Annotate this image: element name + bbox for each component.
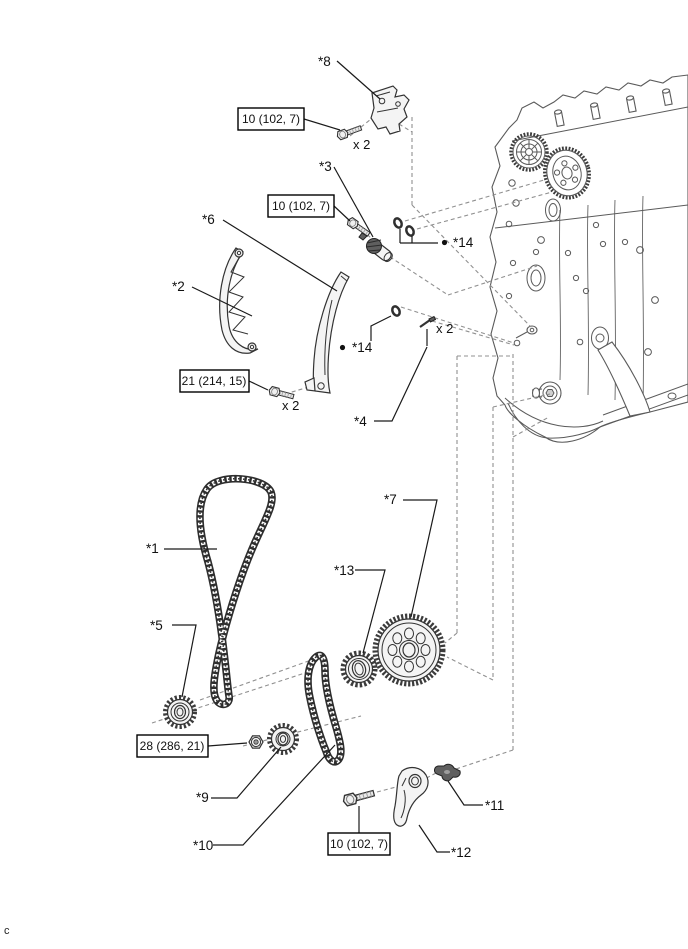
chain-tensioner-slipper [220, 248, 258, 353]
torque-value-tensioner-bolt: 10 (102, 7) [329, 837, 389, 851]
callout-part4: *4 [354, 414, 367, 429]
chain-tensioner-arm [394, 768, 428, 827]
torque-value-crankshaft-nut: 28 (286, 21) [139, 739, 205, 753]
crankshaft-nut [249, 736, 263, 748]
chain-guide [305, 272, 349, 393]
o-ring-upper-2 [405, 225, 415, 237]
callout-part9: *9 [196, 790, 209, 805]
quantity-guide-bolts: x 2 [282, 398, 300, 413]
oil-pump-drive-sprocket [270, 726, 297, 753]
torque-value-sensor-bolt: 10 (102, 7) [271, 199, 331, 213]
torque-value-bracket-bolt: 10 (102, 7) [241, 112, 301, 126]
o-ring-lower [391, 305, 401, 317]
driven-gear [375, 616, 443, 684]
torque-value-guide-bolt: 21 (214, 15) [181, 374, 247, 388]
callout-part8: *8 [318, 54, 331, 69]
callout-part14-upper: *14 [453, 235, 474, 250]
page-footer-note: c [4, 925, 10, 937]
callout-part14-lower: *14 [352, 340, 373, 355]
callout-part6: *6 [202, 212, 215, 227]
callout-part2: *2 [172, 279, 185, 294]
crankshaft-sprocket [166, 698, 195, 727]
callout-part11: *11 [485, 798, 505, 813]
callout-part1: *1 [146, 541, 159, 556]
bullet-part14-lower [340, 345, 345, 350]
callout-part7: *7 [384, 492, 397, 507]
callout-leader-lines [164, 61, 483, 852]
callout-part3: *3 [319, 159, 332, 174]
bullet-part14-upper [442, 240, 447, 245]
chain-vibration-damper-bracket [371, 86, 409, 134]
engine-block-illustration [490, 75, 688, 442]
tensioner-bolt [342, 788, 375, 806]
o-ring-upper-1 [393, 217, 403, 229]
oil-pump-chain [308, 655, 341, 761]
oil-jet-nozzle [434, 764, 460, 781]
camshaft-position-sensor [359, 233, 394, 264]
callout-part10: *10 [193, 838, 214, 853]
callout-part13: *13 [334, 563, 355, 578]
quantity-dowel-pins: x 2 [436, 321, 454, 336]
callout-part5: *5 [150, 618, 163, 633]
callout-part12: *12 [451, 845, 472, 860]
idler-sprocket [343, 653, 375, 685]
quantity-bracket-bolts: x 2 [353, 137, 371, 152]
timing-chain [200, 479, 272, 705]
